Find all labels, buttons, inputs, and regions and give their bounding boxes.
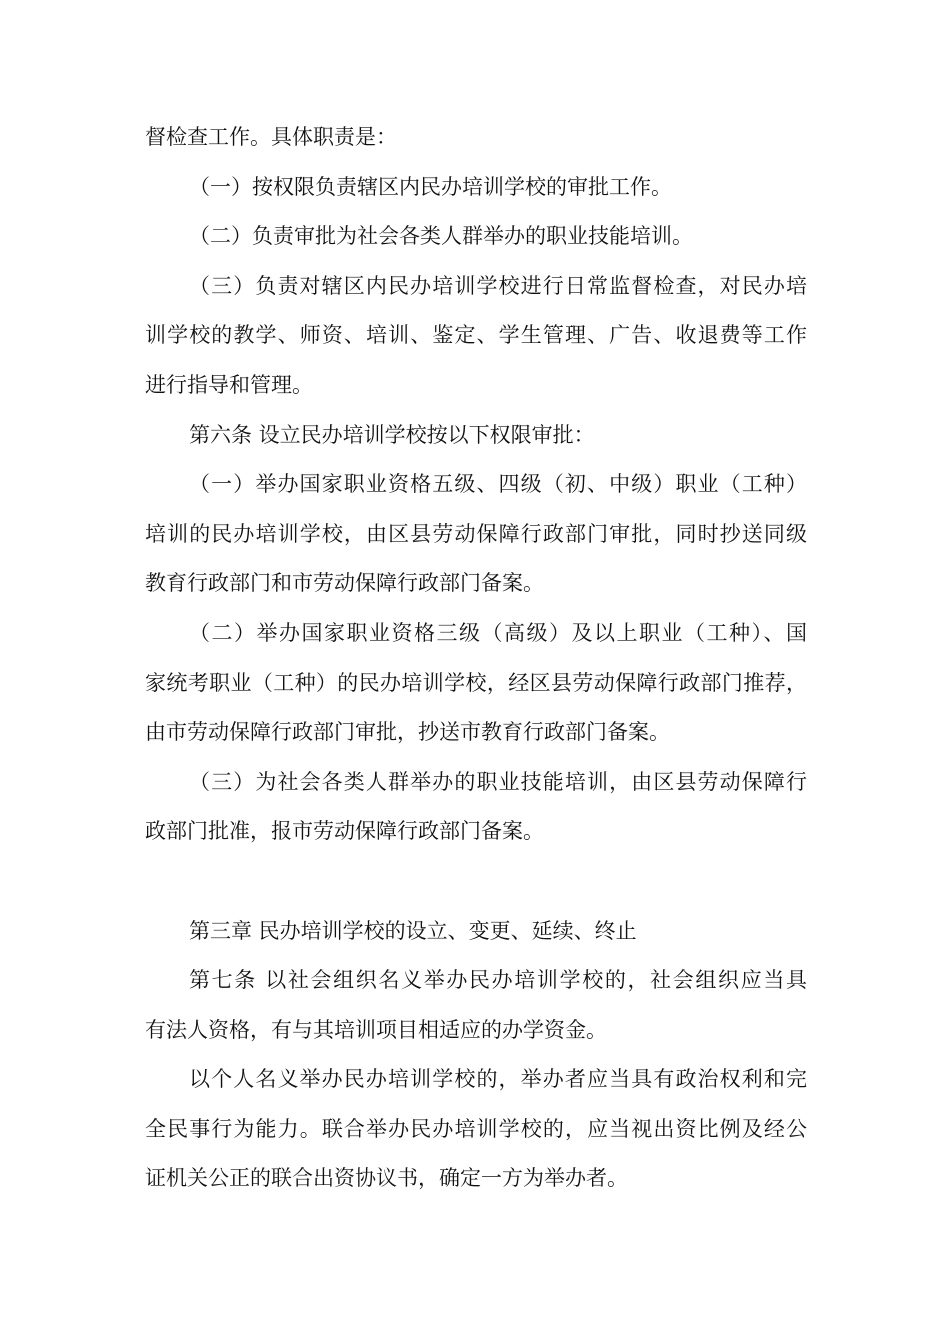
- text-line: （二）负责审批为社会各类人群举办的职业技能培训。: [189, 224, 693, 249]
- text-line: 政部门批准，报市劳动保障行政部门备案。: [145, 819, 544, 844]
- text-line: 以个人名义举办民办培训学校的，举办者应当具有政治权利和完: [189, 1067, 807, 1092]
- text-line: 培训的民办培训学校，由区县劳动保障行政部门审批，同时抄送同级: [145, 521, 807, 546]
- paragraph-gap: [145, 857, 807, 907]
- text-line: 第六条 设立民办培训学校按以下权限审批：: [189, 422, 595, 447]
- text-line: 由市劳动保障行政部门审批，抄送市教育行政部门备案。: [145, 720, 670, 745]
- text-line: 训学校的教学、师资、培训、鉴定、学生管理、广告、收退费等工作: [145, 323, 807, 348]
- text-line: （一）举办国家职业资格五级、四级（初、中级）职业（工种）: [189, 472, 807, 497]
- text-line: 进行指导和管理。: [145, 372, 313, 397]
- document-body: [145, 113, 807, 1204]
- text-line: 督检查工作。具体职责是：: [145, 125, 397, 149]
- text-line: （三）为社会各类人群举办的职业技能培训，由区县劳动保障行: [189, 769, 807, 794]
- text-line: 第三章 民办培训学校的设立、变更、延续、终止: [189, 918, 637, 943]
- text-line: （三）负责对辖区内民办培训学校进行日常监督检查，对民办培: [189, 273, 807, 298]
- text-line: 全民事行为能力。联合举办民办培训学校的，应当视出资比例及经公: [145, 1116, 807, 1141]
- text-line: 有法人资格，有与其培训项目相适应的办学资金。: [145, 1017, 607, 1042]
- text-line: （一）按权限负责辖区内民办培训学校的审批工作。: [189, 174, 672, 199]
- text-line: 家统考职业（工种）的民办培训学校，经区县劳动保障行政部门推荐，: [145, 670, 807, 695]
- text-line: 证机关公正的联合出资协议书，确定一方为举办者。: [145, 1166, 628, 1191]
- text-line: 教育行政部门和市劳动保障行政部门备案。: [145, 571, 544, 596]
- text-line: 第七条 以社会组织名义举办民办培训学校的，社会组织应当具: [189, 968, 807, 993]
- text-line: （二）举办国家职业资格三级（高级）及以上职业（工种）、国: [189, 620, 807, 645]
